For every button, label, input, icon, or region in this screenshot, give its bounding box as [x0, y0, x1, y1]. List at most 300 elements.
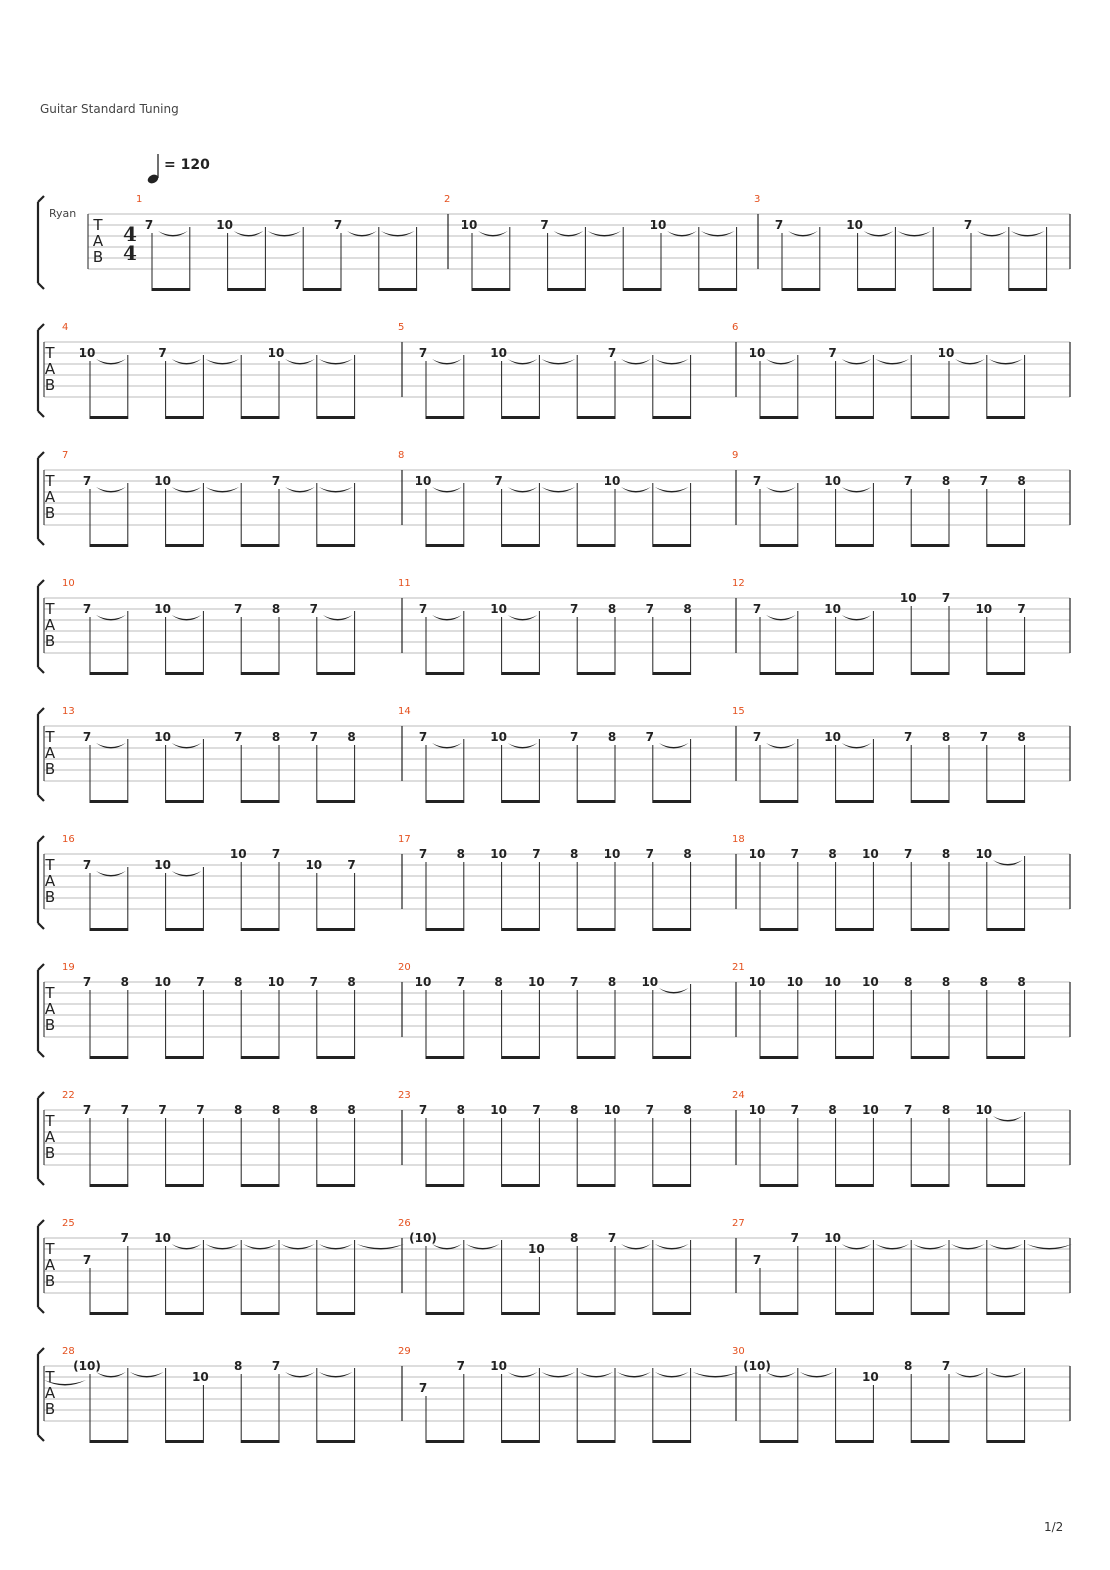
measure	[732, 706, 1070, 803]
tab-system	[38, 706, 1070, 803]
tab-clef-letter: A	[44, 1128, 56, 1146]
note-beam	[911, 1440, 949, 1443]
fret-number: 7	[494, 474, 503, 488]
note-beam	[623, 288, 661, 291]
measure-number: 3	[754, 194, 761, 205]
fret-number: 7	[347, 858, 356, 872]
fret-number: 10	[192, 1370, 209, 1384]
fret-number: 7	[418, 1381, 428, 1395]
fret-number: 10	[414, 474, 432, 488]
tab-system	[38, 450, 1070, 547]
fret-number: 10	[154, 602, 171, 616]
fret-number: 8	[904, 1359, 913, 1373]
fret-number: 10	[229, 847, 247, 861]
note-beam	[241, 672, 279, 675]
note-beam	[836, 800, 874, 803]
system-bracket	[38, 1348, 44, 1441]
fret-number: 10	[267, 346, 285, 360]
fret-number: 10	[824, 730, 841, 744]
measure-number: 26	[398, 1218, 411, 1229]
note-beam	[577, 800, 615, 803]
fret-number: 7	[904, 847, 913, 861]
note-beam	[166, 416, 204, 419]
fret-number: 7	[120, 1103, 129, 1117]
measure	[732, 962, 1070, 1059]
note-beam	[502, 416, 540, 419]
tab-clef-letter: T	[45, 984, 55, 1002]
system-bracket	[38, 708, 44, 801]
note-beam	[858, 288, 896, 291]
fret-number: 7	[418, 1103, 428, 1117]
fret-number: 7	[774, 218, 784, 232]
fret-number: 10	[649, 218, 667, 232]
note-beam	[317, 1312, 355, 1315]
note-beam	[699, 288, 737, 291]
note-beam	[166, 544, 204, 547]
fret-number: 8	[456, 1103, 465, 1117]
fret-number: 7	[418, 730, 428, 744]
note-beam	[577, 1440, 615, 1443]
fret-number: 8	[607, 975, 617, 989]
note-beam	[577, 672, 615, 675]
note-beam	[228, 288, 266, 291]
fret-number: 10	[490, 847, 507, 861]
note-beam	[317, 1440, 355, 1443]
fret-number: 7	[570, 730, 579, 744]
note-beam	[166, 1440, 204, 1443]
fret-number: 8	[683, 602, 692, 616]
note-beam	[166, 928, 204, 931]
fret-number: 8	[1017, 975, 1026, 989]
note-beam	[836, 1440, 874, 1443]
note-beam	[911, 1312, 949, 1315]
fret-number: 7	[904, 1103, 913, 1117]
note-beam	[577, 416, 615, 419]
system-bracket	[38, 836, 44, 929]
note-beam	[241, 416, 279, 419]
measure-number: 9	[732, 450, 739, 461]
tab-system	[38, 1090, 1070, 1187]
fret-number: 8	[683, 1103, 692, 1117]
tab-clef-letter: A	[44, 488, 56, 506]
note-beam	[1009, 288, 1047, 291]
fret-number: 8	[271, 730, 281, 744]
fret-number: (10)	[73, 1359, 101, 1373]
note-beam	[836, 416, 874, 419]
note-beam	[987, 1184, 1025, 1187]
fret-number: 7	[904, 730, 913, 744]
fret-number: 7	[645, 730, 654, 744]
note-beam	[426, 1312, 464, 1315]
fret-number: 7	[309, 730, 318, 744]
fret-number: 10	[267, 975, 285, 989]
fret-number: 8	[234, 1103, 243, 1117]
fret-number: 7	[752, 1253, 762, 1267]
fret-number: 7	[418, 847, 428, 861]
measure-number: 28	[62, 1346, 75, 1357]
measure	[62, 1218, 404, 1315]
fret-number: 7	[234, 730, 243, 744]
measure-number: 16	[62, 834, 75, 845]
fret-number: 8	[347, 730, 356, 744]
note-beam	[911, 416, 949, 419]
fret-number: 8	[828, 847, 837, 861]
note-beam	[653, 544, 691, 547]
fret-number: 8	[271, 602, 281, 616]
tab-clef-letter: T	[45, 856, 55, 874]
fret-number: 10	[603, 1103, 621, 1117]
fret-number: 7	[82, 975, 92, 989]
system-bracket	[38, 196, 44, 289]
note-beam	[911, 1184, 949, 1187]
note-beam	[241, 1056, 279, 1059]
tab-clef-letter: B	[44, 1144, 56, 1162]
note-beam	[577, 1056, 615, 1059]
measure-number: 27	[732, 1218, 745, 1229]
note-beam	[836, 928, 874, 931]
measure-number: 18	[732, 834, 745, 845]
system-bracket	[38, 1092, 44, 1185]
fret-number: 10	[748, 847, 766, 861]
tab-clef-letter: T	[45, 1368, 55, 1386]
fret-number: 7	[904, 474, 913, 488]
tab-system	[38, 1346, 1070, 1443]
note-beam	[241, 928, 279, 931]
note-beam	[836, 1056, 874, 1059]
note-beam	[502, 544, 540, 547]
note-beam	[653, 416, 691, 419]
measure-number: 13	[62, 706, 75, 717]
fret-number: 7	[941, 1359, 951, 1373]
note-beam	[987, 928, 1025, 931]
note-beam	[911, 544, 949, 547]
fret-number: 8	[941, 975, 951, 989]
fret-number: 10	[786, 975, 804, 989]
measure	[62, 962, 356, 1059]
fret-number: 8	[1017, 730, 1026, 744]
note-beam	[502, 928, 540, 931]
fret-number: 7	[82, 602, 92, 616]
measure	[398, 1346, 738, 1443]
fret-number: 8	[979, 975, 988, 989]
fret-number: 10	[490, 346, 507, 360]
tab-clef-letter: B	[44, 376, 56, 394]
note-beam	[426, 800, 464, 803]
tab-clef-letter: A	[44, 872, 56, 890]
note-beam	[911, 1056, 949, 1059]
note-beam	[653, 928, 691, 931]
system-bracket	[38, 1220, 44, 1313]
note-beam	[90, 1184, 128, 1187]
fret-number: 7	[309, 602, 318, 616]
note-beam	[760, 1056, 798, 1059]
note-beam	[241, 1184, 279, 1187]
note-beam	[502, 1440, 540, 1443]
tab-system	[38, 322, 1070, 419]
note-beam	[90, 928, 128, 931]
fret-number: 10	[154, 975, 171, 989]
fret-number: 10	[460, 218, 478, 232]
tab-clef-letter: B	[44, 504, 56, 522]
note-beam	[987, 1056, 1025, 1059]
fret-number: 8	[607, 602, 617, 616]
fret-number: 7	[309, 975, 318, 989]
fret-number: (10)	[409, 1231, 437, 1245]
tab-clef-letter: T	[93, 216, 103, 234]
measure	[732, 1346, 1070, 1443]
fret-number: 8	[941, 1103, 951, 1117]
fret-number: 7	[158, 346, 167, 360]
fret-number: 10	[641, 975, 659, 989]
fret-number: 10	[862, 1103, 879, 1117]
fret-number: 8	[904, 975, 913, 989]
fret-number: 10	[975, 1103, 993, 1117]
fret-number: 8	[309, 1103, 318, 1117]
fret-number: 10	[824, 602, 841, 616]
fret-number: 8	[234, 975, 243, 989]
fret-number: 10	[528, 975, 545, 989]
fret-number: 10	[899, 591, 917, 605]
measure-number: 22	[62, 1090, 75, 1101]
measure	[398, 834, 692, 931]
fret-number: 8	[941, 474, 951, 488]
measure	[62, 706, 356, 803]
fret-number: 10	[154, 474, 171, 488]
fret-number: 10	[216, 218, 233, 232]
measure	[62, 322, 355, 419]
fret-number: 7	[196, 975, 205, 989]
note-beam	[836, 1184, 874, 1187]
fret-number: 7	[941, 591, 951, 605]
fret-number: 10	[862, 975, 879, 989]
note-beam	[90, 800, 128, 803]
note-beam	[760, 1312, 798, 1315]
measure	[62, 450, 355, 547]
note-beam	[987, 416, 1025, 419]
fret-number: 7	[271, 1359, 281, 1373]
fret-number: 7	[418, 346, 428, 360]
note-beam	[760, 672, 798, 675]
note-beam	[653, 1440, 691, 1443]
fret-number: 7	[752, 602, 762, 616]
note-beam	[317, 672, 355, 675]
tab-systems	[38, 194, 1072, 1443]
fret-number: 7	[790, 847, 799, 861]
measure	[62, 834, 356, 931]
note-beam	[987, 800, 1025, 803]
fret-number: 10	[490, 1359, 507, 1373]
measure	[62, 1346, 355, 1443]
note-beam	[760, 544, 798, 547]
note-beam	[502, 1056, 540, 1059]
fret-number: 7	[144, 218, 154, 232]
measure-number: 19	[62, 962, 75, 973]
system-bracket	[38, 452, 44, 545]
tab-system	[38, 578, 1070, 675]
fret-number: 8	[456, 847, 465, 861]
fret-number: 7	[540, 218, 549, 232]
fret-number: (10)	[743, 1359, 771, 1373]
note-beam	[653, 1184, 691, 1187]
note-beam	[317, 800, 355, 803]
note-beam	[90, 1056, 128, 1059]
measure-number: 2	[444, 194, 451, 205]
note-beam	[90, 416, 128, 419]
measure	[732, 1090, 1070, 1187]
measure	[398, 706, 691, 803]
measure	[398, 578, 692, 675]
fret-number: 7	[456, 1359, 465, 1373]
note-beam	[987, 672, 1025, 675]
tab-clef-letter: T	[45, 472, 55, 490]
measure-number: 23	[398, 1090, 411, 1101]
fret-number: 7	[456, 975, 465, 989]
note-beam	[911, 928, 949, 931]
tab-system	[38, 834, 1070, 931]
note-beam	[760, 1440, 798, 1443]
note-beam	[90, 1440, 128, 1443]
fret-number: 7	[963, 218, 973, 232]
note-beam	[166, 672, 204, 675]
fret-number: 10	[824, 1231, 841, 1245]
time-signature-top: 4	[123, 222, 137, 246]
note-beam	[317, 928, 355, 931]
note-beam	[836, 672, 874, 675]
fret-number: 7	[607, 1231, 617, 1245]
tab-clef-letter: B	[44, 1016, 56, 1034]
fret-number: 10	[490, 602, 507, 616]
fret-number: 7	[82, 858, 92, 872]
note-beam	[760, 1184, 798, 1187]
fret-number: 10	[937, 346, 955, 360]
fret-number: 8	[941, 847, 951, 861]
measure	[398, 1218, 691, 1315]
fret-number: 7	[645, 602, 654, 616]
fret-number: 10	[748, 1103, 766, 1117]
system-bracket	[38, 324, 44, 417]
fret-number: 10	[748, 346, 766, 360]
note-beam	[426, 928, 464, 931]
fret-number: 10	[975, 847, 993, 861]
fret-number: 10	[748, 975, 766, 989]
measure-number: 11	[398, 578, 411, 589]
tab-clef-letter: B	[92, 248, 104, 266]
tab-system	[38, 962, 1070, 1059]
fret-number: 8	[347, 975, 356, 989]
fret-number: 7	[979, 730, 988, 744]
system-bracket	[38, 964, 44, 1057]
tab-clef-letter: T	[45, 1240, 55, 1258]
note-beam	[577, 544, 615, 547]
tab-clef-letter: A	[44, 1000, 56, 1018]
note-beam	[166, 800, 204, 803]
measure-number: 29	[398, 1346, 411, 1357]
tab-clef-letter: T	[45, 344, 55, 362]
note-beam	[241, 1440, 279, 1443]
note-beam	[653, 672, 691, 675]
note-beam	[426, 544, 464, 547]
fret-number: 10	[824, 975, 841, 989]
fret-number: 7	[82, 1103, 92, 1117]
system-bracket	[38, 580, 44, 673]
note-beam	[760, 800, 798, 803]
fret-number: 10	[490, 1103, 507, 1117]
fret-number: 7	[234, 602, 243, 616]
fret-number: 8	[570, 1103, 579, 1117]
tempo-marking	[146, 154, 210, 185]
fret-number: 10	[975, 602, 993, 616]
fret-number: 10	[490, 730, 507, 744]
note-beam	[782, 288, 820, 291]
fret-number: 7	[752, 474, 762, 488]
fret-number: 8	[1017, 474, 1026, 488]
time-signature-bottom: 4	[123, 241, 137, 265]
fret-number: 8	[607, 730, 617, 744]
fret-number: 10	[305, 858, 323, 872]
fret-number: 8	[941, 730, 951, 744]
measure	[444, 194, 737, 291]
fret-number: 7	[790, 1103, 799, 1117]
note-beam	[760, 928, 798, 931]
measure-number: 7	[62, 450, 69, 461]
tab-clef-letter: A	[44, 1384, 56, 1402]
fret-number: 10	[78, 346, 96, 360]
fret-number: 10	[154, 858, 171, 872]
note-beam	[472, 288, 510, 291]
note-beam	[502, 800, 540, 803]
note-beam	[987, 1312, 1025, 1315]
note-beam	[760, 416, 798, 419]
tab-system	[38, 1218, 1072, 1315]
measure	[62, 578, 355, 675]
note-beam	[379, 288, 417, 291]
fret-number: 8	[120, 975, 129, 989]
fret-number: 7	[82, 730, 92, 744]
fret-number: 7	[979, 474, 988, 488]
tab-clef-letter: A	[44, 1256, 56, 1274]
note-beam	[577, 1312, 615, 1315]
fret-number: 7	[158, 1103, 167, 1117]
note-beam	[317, 1056, 355, 1059]
fret-number: 7	[645, 1103, 654, 1117]
note-beam	[653, 1312, 691, 1315]
tab-clef-letter: A	[44, 616, 56, 634]
measure	[398, 322, 691, 419]
track-name: Ryan	[49, 207, 77, 220]
tab-clef-letter: T	[45, 1112, 55, 1130]
note-beam	[241, 544, 279, 547]
note-beam	[653, 1056, 691, 1059]
fret-number: 10	[603, 847, 621, 861]
measure-number: 12	[732, 578, 745, 589]
fret-number: 7	[82, 1253, 92, 1267]
page-number: 1/2	[1044, 1520, 1064, 1534]
measure-number: 25	[62, 1218, 75, 1229]
tab-clef-letter: B	[44, 760, 56, 778]
fret-number: 8	[683, 847, 692, 861]
fret-number: 7	[532, 1103, 541, 1117]
measure-number: 5	[398, 322, 405, 333]
note-beam	[317, 544, 355, 547]
tuning-label: Guitar Standard Tuning	[40, 102, 179, 116]
note-beam	[836, 1312, 874, 1315]
note-beam	[911, 800, 949, 803]
fret-number: 7	[196, 1103, 205, 1117]
fret-number: 7	[570, 975, 579, 989]
fret-number: 10	[846, 218, 863, 232]
note-beam	[911, 672, 949, 675]
fret-number: 10	[862, 1370, 879, 1384]
